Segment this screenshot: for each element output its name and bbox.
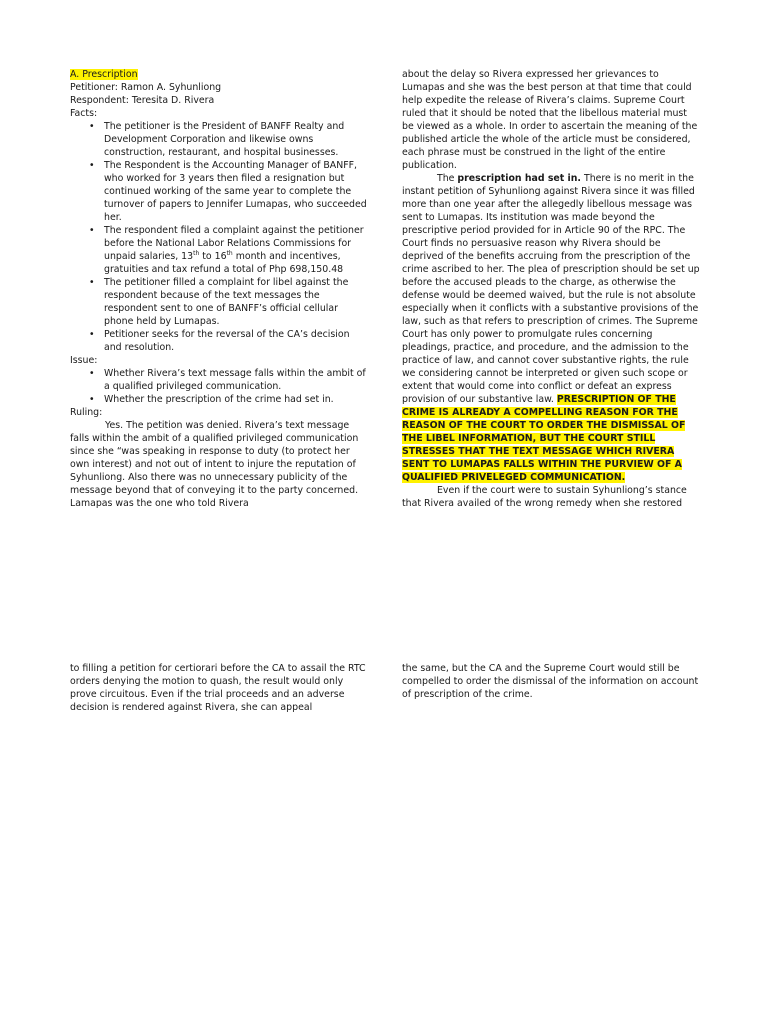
left-column-continuation: [70, 662, 370, 714]
respondent-line: Respondent: Teresita D. Rivera: [70, 95, 215, 106]
issue-item: • Whether Rivera’s text message falls within the ambit of a qualified privileged communication.: [70, 367, 370, 393]
left-column: [70, 68, 370, 510]
remedy-paragraph: Even if the court were to sustain Syhunliong’s stance that Rivera availed of the wrong remedy when she restored: [402, 485, 687, 509]
facts-label: Facts:: [70, 108, 98, 119]
fact-item: • The respondent filed a complaint against the petitioner before the National Labor Relations Commissions for unpaid salaries, 13th to 16th month and incentives, gratuities and tax refund a total of Php 698,150.48: [70, 224, 370, 276]
right-column: [402, 68, 700, 510]
prescription-paragraph: The prescription had set in. There is no merit in the instant petition of Syhunliong against Rivera since it was filled more than one year after the allegedly libellous message was sent to Lumapas. Its institution was made beyond the prescriptive period provided for in Article 90 of the RPC. The Court finds no persuasive reason why Rivera should be deprived of the benefits accruing from the prescription of the crime ascribed to her. The plea of prescription should be set up before the accused pleads to the charge, as otherwise the defense would be deemed waived, but the rule is not absolute especially when it conflicts with a substantive provisions of the law, such as that refers to prescription of crimes. The Supreme Court has only power to promulgate rules concerning pleadings, practice, and procedure, and the admission to the practice of law, and cannot cover substantive rights, the rule we considering cannot be interpreted or given such scope or extent that would come into conflict or defeat an express provision of our substantive law. PRESCRIPTION OF THE CRIME IS ALREADY A COMPELLING REASON FOR THE REASON OF THE COURT TO ORDER THE DISMISSAL OF THE LIBEL INFORMATION, BUT THE COURT STILL STRESSES THAT THE TEXT MESSAGE WHICH RIVERA SENT TO LUMAPAS FALLS WITHIN THE PURVIEW OF A QUALIFIED PRIVELEGED COMMUNICATION.: [402, 173, 700, 483]
fact-item: • Petitioner seeks for the reversal of the CA’s decision and resolution.: [70, 328, 370, 354]
right-column-continuation: [402, 662, 700, 701]
fact-item: • The Respondent is the Accounting Manager of BANFF, who worked for 3 years then filed a resignation but continued working of the same year to complete the turnover of papers to Jennifer Lumapas, who succeeded her.: [70, 159, 370, 224]
ruling-paragraph: Yes. The petition was denied. Rivera’s text message falls within the ambit of a qualified privileged communication since she “was speaking in response to duty (to protect her own interest) and not out of intent to injure the reputation of Syhunliong. Also there was no unnecessary publicity of the message beyond that of conveying it to the party concerned. Lamapas was the one who told Rivera: [70, 420, 359, 509]
prescription-emphasis: prescription had set in.: [457, 173, 581, 184]
ruling-continuation-paragraph: about the delay so Rivera expressed her grievances to Lumapas and she was the best person at that time that could help expedite the release of Rivera’s claims. Supreme Court ruled that it should be noted that the libellous material must be viewed as a whole. In order to ascertain the meaning of the published article the whole of the article must be considered, each phrase must be construed in the light of the entire publication.: [402, 69, 698, 171]
fact-item: • The petitioner is the President of BANFF Realty and Development Corporation and likewise owns construction, restaurant, and hospital businesses.: [70, 120, 370, 159]
fact-item: • The petitioner filled a complaint for libel against the respondent because of the text messages the respondent sent to one of BANFF’s official cellular phone held by Lumapas.: [70, 276, 370, 328]
issue-item: • Whether the prescription of the crime had set in.: [70, 393, 370, 406]
left-continuation-paragraph: to filling a petition for certiorari before the CA to assail the RTC orders denying the motion to quash, the result would only prove circuitous. Even if the trial proceeds and an adverse decision is rendered against Rivera, she can appeal: [70, 663, 366, 713]
petitioner-line: Petitioner: Ramon A. Syhunliong: [70, 82, 222, 93]
facts-list: [70, 120, 370, 354]
ruling-label: Ruling:: [70, 407, 103, 418]
issue-label: Issue:: [70, 355, 98, 366]
highlighted-conclusion: PRESCRIPTION OF THE CRIME IS ALREADY A COMPELLING REASON FOR THE REASON OF THE COURT TO ORDER THE DISMISSAL OF THE LIBEL INFORMATION, BUT THE COURT STILL STRESSES THAT THE TEXT MESSAGE WHICH RIVERA SENT TO LUMAPAS FALLS WITHIN THE PURVIEW OF A QUALIFIED PRIVELEGED COMMUNICATION.: [402, 394, 686, 483]
right-continuation-paragraph: the same, but the CA and the Supreme Court would still be compelled to order the dismissal of the information on account of prescription of the crime.: [402, 663, 699, 700]
section-heading: A. Prescription: [70, 69, 138, 80]
issues-list: [70, 367, 370, 406]
